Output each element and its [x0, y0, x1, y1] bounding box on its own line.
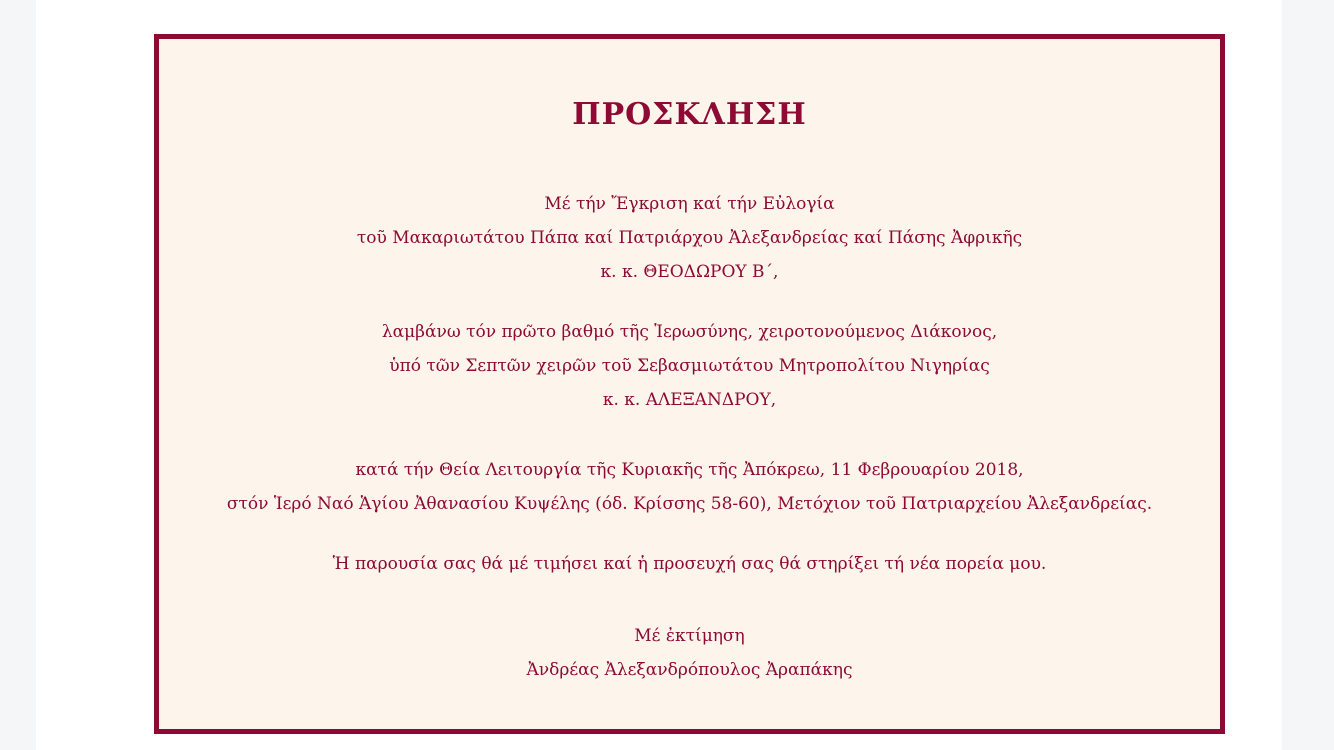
- approval-line: Μέ τήν Ἔγκριση καί τήν Εὐλογία: [544, 194, 835, 214]
- presence-line: Ἡ παρουσία σας θά μέ τιμήσει καί ἡ προσευχή σας θά στηρίξει τή νέα πορεία μου.: [332, 554, 1047, 574]
- signature-name: Ἀνδρέας Ἀλεξανδρόπουλος Ἀραπάκης: [526, 660, 853, 680]
- event-paragraph: [159, 453, 1220, 521]
- approval-paragraph: [159, 187, 1220, 289]
- ordination-paragraph: [159, 315, 1220, 417]
- signature-block: [159, 619, 1220, 687]
- event-date-line: κατά τήν Θεία Λειτουργία τῆς Κυριακῆς τῆς Ἀπόκρεω, 11 Φεβρουαρίου 2018,: [355, 460, 1024, 480]
- event-location-line: στόν Ἱερό Ναό Ἁγίου Ἀθανασίου Κυψέλης (όδ. Κρίσσης 58-60), Μετόχιον τοῦ Πατριαρχείου Ἀλεξανδρείας.: [226, 494, 1153, 514]
- metropolitan-name-line: κ. κ. ΑΛΕΞΑΝΔΡΟΥ,: [602, 390, 777, 410]
- invitation-title: ΠΡΟΣΚΛΗΣΗ: [572, 97, 807, 132]
- page-column: [36, 0, 1282, 750]
- presence-paragraph: [159, 547, 1220, 581]
- metropolitan-line: ὑπό τῶν Σεπτῶν χειρῶν τοῦ Σεβασμιωτάτου Μητροπολίτου Νιγηρίας: [389, 356, 990, 376]
- patriarch-name-line: κ. κ. ΘΕΟΔΩΡΟΥ Β΄,: [600, 262, 779, 282]
- closing-line: Μέ ἐκτίμηση: [634, 626, 745, 646]
- patriarch-line: τοῦ Μακαριωτάτου Πάπα καί Πατριάρχου Ἀλεξανδρείας καί Πάσης Ἀφρικῆς: [356, 228, 1023, 248]
- ordination-line: λαμβάνω τόν πρῶτο βαθμό τῆς Ἱερωσύνης, χειροτονούμενος Διάκονος,: [381, 322, 998, 342]
- invitation-card: [154, 34, 1225, 734]
